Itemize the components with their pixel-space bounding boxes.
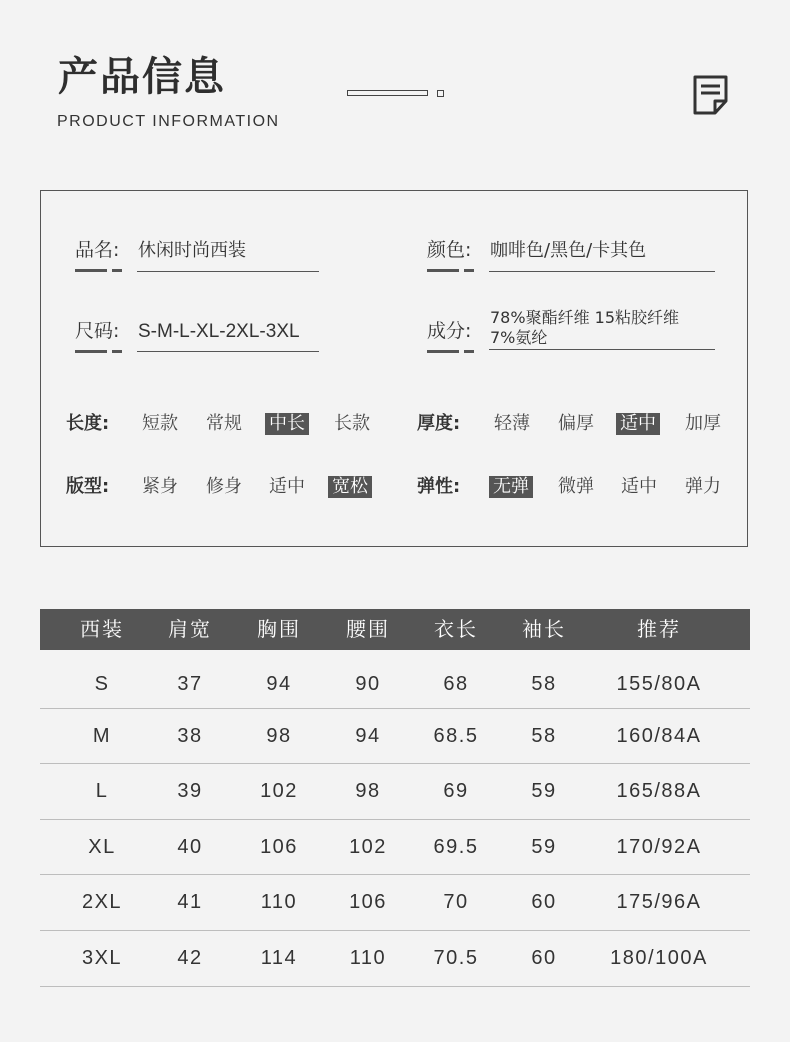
table-cell: 40	[177, 836, 203, 858]
table-cell: 59	[531, 780, 557, 802]
table-cell: 59	[531, 836, 557, 858]
table-row	[40, 764, 750, 820]
label-underline	[427, 350, 475, 353]
table-row	[40, 931, 750, 987]
table-cell: 165/88A	[616, 780, 702, 802]
table-cell: 170/92A	[616, 836, 702, 858]
size-table	[40, 609, 750, 987]
document-icon	[692, 74, 730, 116]
length-label: 长度:	[66, 413, 110, 434]
column-header: 胸围	[257, 617, 301, 641]
table-cell: 58	[531, 673, 557, 695]
table-cell: 3XL	[81, 947, 123, 969]
table-cell: 38	[177, 725, 203, 747]
name-label: 品名:	[75, 239, 120, 261]
fit-option-loose-selected: 宽松	[328, 476, 372, 498]
fit-label: 版型:	[66, 476, 110, 497]
table-cell: 70.5	[433, 947, 479, 969]
table-cell: L	[95, 780, 109, 802]
length-option-short: 短款	[142, 413, 178, 434]
thickness-option-thin: 轻薄	[494, 413, 530, 434]
table-row	[40, 650, 750, 709]
elasticity-option-stretch: 弹力	[685, 476, 721, 497]
table-cell: 42	[177, 947, 203, 969]
size-value: S-M-L-XL-2XL-3XL	[138, 321, 300, 342]
fit-option-tight: 紧身	[142, 476, 178, 497]
elasticity-label: 弹性:	[417, 476, 461, 497]
page-subtitle: PRODUCT INFORMATION	[57, 113, 280, 130]
table-cell: 41	[177, 891, 203, 913]
length-option-long: 长款	[334, 413, 370, 434]
product-info-box	[40, 190, 748, 547]
length-option-regular: 常规	[206, 413, 242, 434]
material-underline	[489, 349, 715, 350]
column-header: 衣长	[434, 617, 478, 641]
table-cell: 106	[349, 891, 387, 913]
decorative-dot	[437, 90, 444, 97]
thickness-label: 厚度:	[417, 413, 461, 434]
table-row	[40, 820, 750, 875]
table-cell: 114	[260, 947, 298, 969]
table-cell: 60	[531, 947, 557, 969]
table-cell: 102	[349, 836, 387, 858]
table-cell: 110	[349, 947, 387, 969]
elasticity-option-none-selected: 无弹	[489, 476, 533, 498]
size-underline	[137, 351, 319, 352]
table-header	[40, 609, 750, 650]
color-underline	[489, 271, 715, 272]
table-body	[40, 650, 750, 987]
table-cell: 98	[355, 780, 381, 802]
table-cell: XL	[88, 836, 116, 858]
table-cell: 180/100A	[610, 947, 708, 969]
material-value-line2: 7%氨纶	[490, 328, 548, 347]
name-underline	[137, 271, 319, 272]
label-underline	[427, 269, 475, 272]
label-underline	[75, 269, 123, 272]
table-cell: 98	[266, 725, 292, 747]
table-row	[40, 709, 750, 764]
table-cell: 70	[443, 891, 469, 913]
fit-option-slim: 修身	[206, 476, 242, 497]
column-header: 西装	[80, 617, 124, 641]
color-label: 颜色:	[427, 239, 472, 261]
color-value: 咖啡色/黑色/卡其色	[490, 240, 647, 261]
label-underline	[75, 350, 123, 353]
decorative-bar	[347, 90, 428, 96]
column-header: 袖长	[522, 617, 566, 641]
table-cell: 175/96A	[616, 891, 702, 913]
material-label: 成分:	[427, 320, 472, 342]
table-cell: 60	[531, 891, 557, 913]
column-header: 腰围	[346, 617, 390, 641]
table-cell: 2XL	[81, 891, 123, 913]
thickness-option-medium-selected: 适中	[616, 413, 660, 435]
fit-option-medium: 适中	[269, 476, 305, 497]
length-option-mid-selected: 中长	[265, 413, 309, 435]
table-cell: 110	[260, 891, 298, 913]
table-cell: S	[94, 673, 110, 695]
table-cell: M	[92, 725, 112, 747]
column-header: 推荐	[637, 617, 681, 641]
table-cell: 68.5	[433, 725, 479, 747]
table-cell: 102	[260, 780, 298, 802]
table-cell: 69.5	[433, 836, 479, 858]
table-cell: 155/80A	[616, 673, 702, 695]
column-header: 肩宽	[168, 617, 212, 641]
elasticity-option-slight: 微弹	[558, 476, 594, 497]
table-cell: 160/84A	[616, 725, 702, 747]
page-title: 产品信息	[58, 54, 226, 100]
material-value-line1: 78%聚酯纤维 15粘胶纤维	[490, 308, 680, 327]
table-row	[40, 875, 750, 931]
elasticity-option-medium: 适中	[621, 476, 657, 497]
thickness-option-thicker: 偏厚	[558, 413, 594, 434]
table-cell: 69	[443, 780, 469, 802]
name-value: 休闲时尚西装	[138, 240, 246, 261]
table-cell: 58	[531, 725, 557, 747]
table-cell: 94	[266, 673, 292, 695]
thickness-option-thick: 加厚	[685, 413, 721, 434]
table-cell: 94	[355, 725, 381, 747]
table-cell: 106	[260, 836, 298, 858]
table-cell: 90	[355, 673, 381, 695]
size-label: 尺码:	[75, 320, 120, 342]
table-cell: 39	[177, 780, 203, 802]
table-cell: 37	[177, 673, 203, 695]
table-cell: 68	[443, 673, 469, 695]
